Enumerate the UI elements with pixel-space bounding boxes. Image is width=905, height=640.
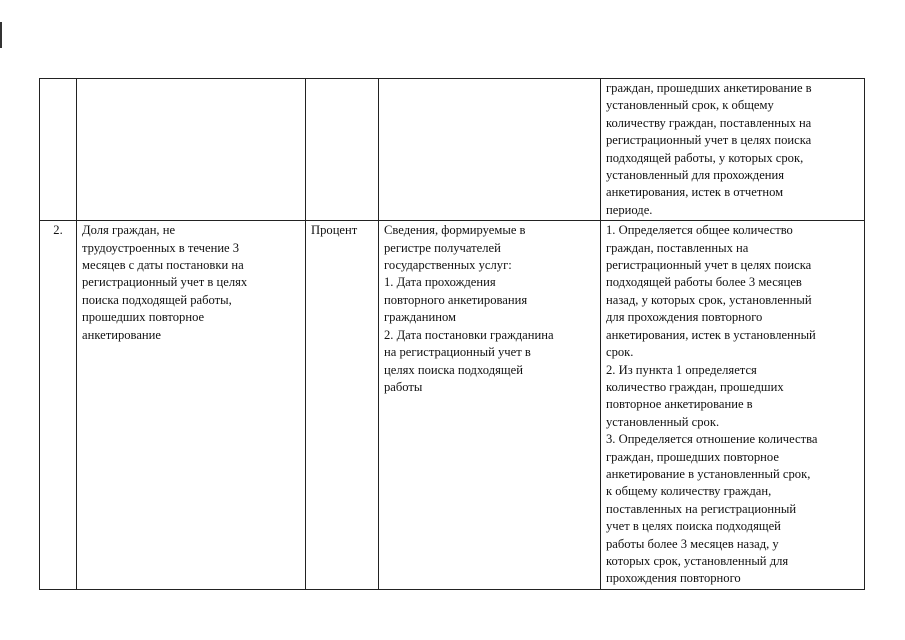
table-row <box>40 221 865 590</box>
unit-cell <box>306 221 379 590</box>
indicator-cell <box>77 79 306 221</box>
source-text: Сведения, формируемые в регистре получателей государственных услуг: 1. Дата прохождения повторного анкетирования гражданином 2. Дата постановки гражданина на регистрационный учет в целях поиска подходящей работы <box>384 223 554 394</box>
method-cell <box>601 79 865 221</box>
source-cell <box>379 221 601 590</box>
row-number: 2. <box>53 223 63 238</box>
indicator-name: Доля граждан, не трудоустроенных в течение 3 месяцев с даты постановки на регистрационный учет в целях поиска подходящей работы, прошедших повторное анкетирование <box>82 223 248 342</box>
page-edge-mark <box>0 22 2 48</box>
row-number-cell <box>40 221 77 590</box>
method-text: 1. Определяется общее количество граждан, поставленных на регистрационный учет в целях поиска подходящей работы более 3 месяцев назад, у которых срок, установленный для прохождения повторного анкетирования, истек в установленный срок. 2. Из пункта 1 определяется количество граждан, прошедших повторное анкетирование в установленный срок. 3. Определяется отношение количества граждан, прошедших повторное анкетирование в установленный срок, к общему количеству граждан, поставленных на регистрационный учет в целях поиска подходящей работы более 3 месяцев назад, у которых срок, установленный для прохождения повторного <box>606 223 818 586</box>
source-cell <box>379 79 601 221</box>
table-row <box>40 79 865 221</box>
unit-text: Процент <box>311 223 358 238</box>
row-number-cell <box>40 79 77 221</box>
indicator-table <box>39 78 865 590</box>
unit-cell <box>306 79 379 221</box>
method-cell <box>601 221 865 590</box>
indicator-cell <box>77 221 306 590</box>
method-text: граждан, прошедших анкетирование в установленный срок, к общему количеству граждан, поставленных на регистрационный учет в целях поиска подходящей работы, у которых срок, установленный для прохождения анкетирования, истек в отчетном периоде. <box>606 81 812 217</box>
